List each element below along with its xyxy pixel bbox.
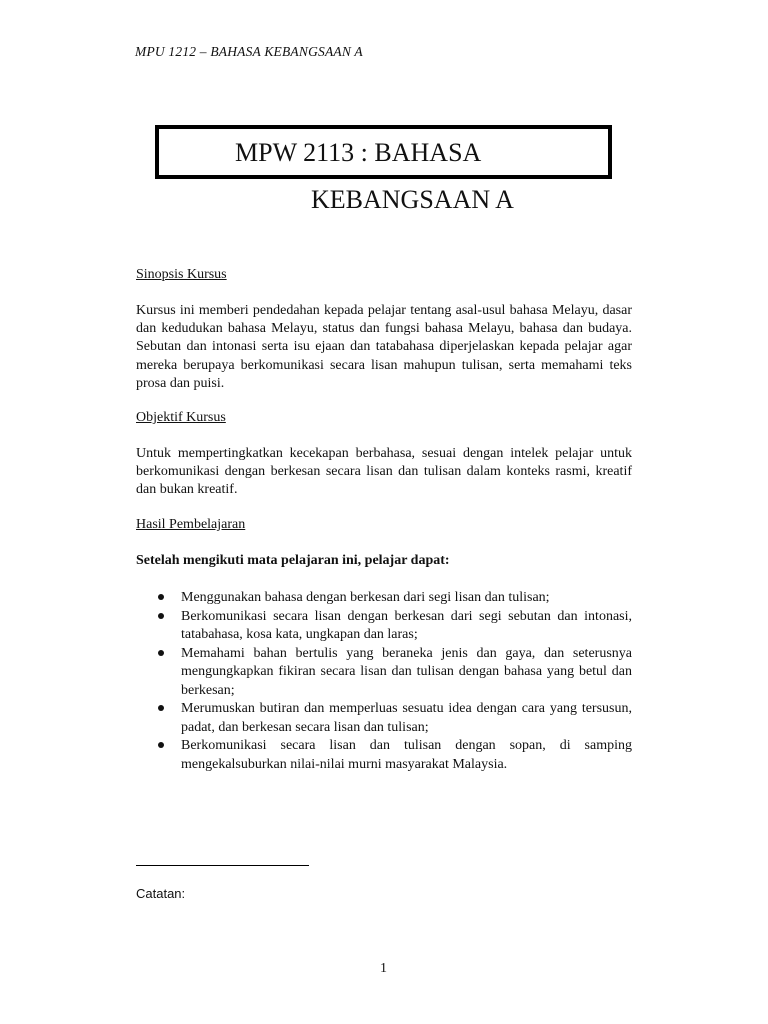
learning-outcomes-heading: Hasil Pembelajaran xyxy=(136,517,246,532)
list-item xyxy=(156,589,632,608)
footnote-divider xyxy=(136,865,309,866)
list-item-text: Berkomunikasi secara lisan dan tulisan dengan sopan, di samping mengekalsuburkan nilai-nilai murni masyarakat Malaysia. xyxy=(181,738,632,772)
list-item-text: Memahami bahan bertulis yang beraneka jenis dan gaya, dan seterusnya mengungkapkan fikiran secara lisan dan tulisan dengan bahasa yang betul dan berkesan; xyxy=(181,645,632,698)
list-item-text: Berkomunikasi secara lisan dengan berkesan dari segi sebutan dan intonasi, tatabahasa, kosa kata, ungkapan dan laras; xyxy=(181,608,632,642)
learning-outcomes-list xyxy=(156,589,632,774)
list-item xyxy=(156,737,632,774)
list-item xyxy=(156,608,632,645)
list-item xyxy=(156,700,632,737)
objective-paragraph: Untuk mempertingkatkan kecekapan berbahasa, sesuai dengan intelek pelajar untuk berkomunikasi dengan berkesan secara lisan dan tulisan dalam konteks rasmi, kreatif dan bukan kreatif. xyxy=(136,446,632,498)
bullet-icon xyxy=(158,705,164,711)
document-title-line2: KEBANGSAAN A xyxy=(311,185,514,214)
bullet-icon xyxy=(158,613,164,619)
running-header: MPU 1212 – BAHASA KEBANGSAAN A xyxy=(135,44,363,59)
page-number: 1 xyxy=(380,961,387,976)
learning-outcomes-intro: Setelah mengikuti mata pelajaran ini, pelajar dapat: xyxy=(136,553,450,568)
bullet-icon xyxy=(158,742,164,748)
footnote-label: Catatan: xyxy=(136,886,186,901)
synopsis-paragraph: Kursus ini memberi pendedahan kepada pelajar tentang asal-usul bahasa Melayu, dasar dan kedudukan bahasa Melayu, status dan fungsi bahasa Melayu, bahasa dan budaya. Sebutan dan intonasi serta isu ejaan dan tatabahasa diperjelaskan kepada pelajar agar mereka berupaya berkomunikasi secara lisan mahupun tulisan, serta memahami teks prosa dan puisi. xyxy=(136,303,632,391)
list-item xyxy=(156,645,632,701)
bullet-icon xyxy=(158,594,164,600)
bullet-icon xyxy=(158,650,164,656)
synopsis-heading: Sinopsis Kursus xyxy=(136,267,227,282)
list-item-text: Merumuskan butiran dan memperluas sesuatu idea dengan cara yang tersusun, padat, dan berkesan secara lisan dan tulisan; xyxy=(181,701,632,735)
document-title-line1: MPW 2113 : BAHASA xyxy=(235,138,482,167)
objective-heading: Objektif Kursus xyxy=(136,410,226,425)
list-item-text: Menggunakan bahasa dengan berkesan dari segi lisan dan tulisan; xyxy=(181,590,550,605)
